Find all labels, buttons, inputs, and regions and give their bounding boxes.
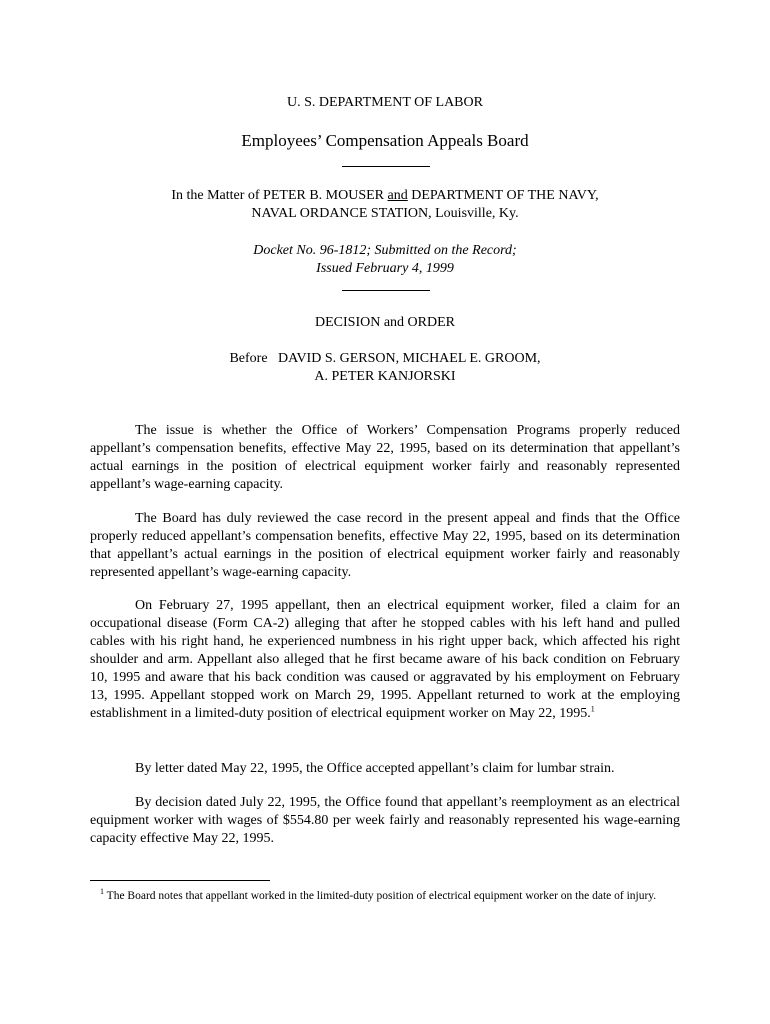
- paragraph-issue: The issue is whether the Office of Workers’ Compensation Programs properly reduced appellant’s compensation benefits, effective May 22, 1995, based on its determination that appellant’s actual earnings in the position of electrical equipment worker fairly and reasonably represented appellant’s wage-earning capacity.: [90, 423, 680, 492]
- footnote-divider: [90, 880, 270, 881]
- matter-line-2: NAVAL ORDANCE STATION, Louisville, Ky.: [251, 206, 519, 221]
- board-title: Employees’ Compensation Appeals Board: [241, 131, 529, 150]
- panel-line-1: Before DAVID S. GERSON, MICHAEL E. GROOM,: [229, 351, 541, 366]
- footnote-text: The Board notes that appellant worked in the limited-duty position of electrical equipment worker on the date of injury.: [104, 890, 657, 902]
- docket-line-1: Docket No. 96-1812; Submitted on the Record;: [253, 243, 517, 258]
- header-divider: [342, 166, 430, 167]
- matter-prefix: In the Matter of PETER B. MOUSER: [171, 188, 388, 203]
- decision-title: DECISION and ORDER: [315, 315, 455, 330]
- paragraph-background: [90, 597, 680, 723]
- panel-line-2: A. PETER KANJORSKI: [314, 369, 456, 384]
- footnote-reference: 1: [590, 704, 595, 714]
- docket-divider: [342, 290, 430, 291]
- paragraph-decision: By decision dated July 22, 1995, the Office found that appellant’s reemployment as an electrical equipment worker with wages of $554.80 per week fairly and reasonably represented his wage-earning capacity effective May 22, 1995.: [90, 795, 680, 846]
- footnote: [90, 888, 682, 904]
- paragraph-acceptance: By letter dated May 22, 1995, the Office accepted appellant’s claim for lumbar strain.: [135, 761, 615, 776]
- footnote-marker: 1: [100, 887, 104, 897]
- paragraph-finding: The Board has duly reviewed the case record in the present appeal and finds that the Office properly reduced appellant’s compensation benefits, effective May 22, 1995, based on its determination that appellant’s actual earnings in the position of electrical equipment worker fairly and reasonably represented appellant’s wage-earning capacity.: [90, 511, 680, 580]
- department-heading: U. S. DEPARTMENT OF LABOR: [287, 95, 483, 110]
- matter-line-1: [0, 187, 770, 205]
- docket-line-2: Issued February 4, 1999: [316, 261, 454, 276]
- matter-suffix: DEPARTMENT OF THE NAVY,: [407, 188, 599, 203]
- background-text: On February 27, 1995 appellant, then an electrical equipment worker, filed a claim for an occupational disease (Form CA-2) alleging that after he stopped cables with his left hand and pulled cables with his right hand, he experienced numbness in his right upper back, which affected his right shoulder and arm. Appellant also alleged that he first became aware of his back condition on February 10, 1995 and aware that his back condition was caused or aggravated by his employment on February 13, 1995. Appellant stopped work on March 29, 1995. Appellant returned to work at the employing establishment in a limited-duty position of electrical equipment worker on May 22, 1995.: [90, 598, 680, 721]
- matter-and: and: [387, 188, 408, 203]
